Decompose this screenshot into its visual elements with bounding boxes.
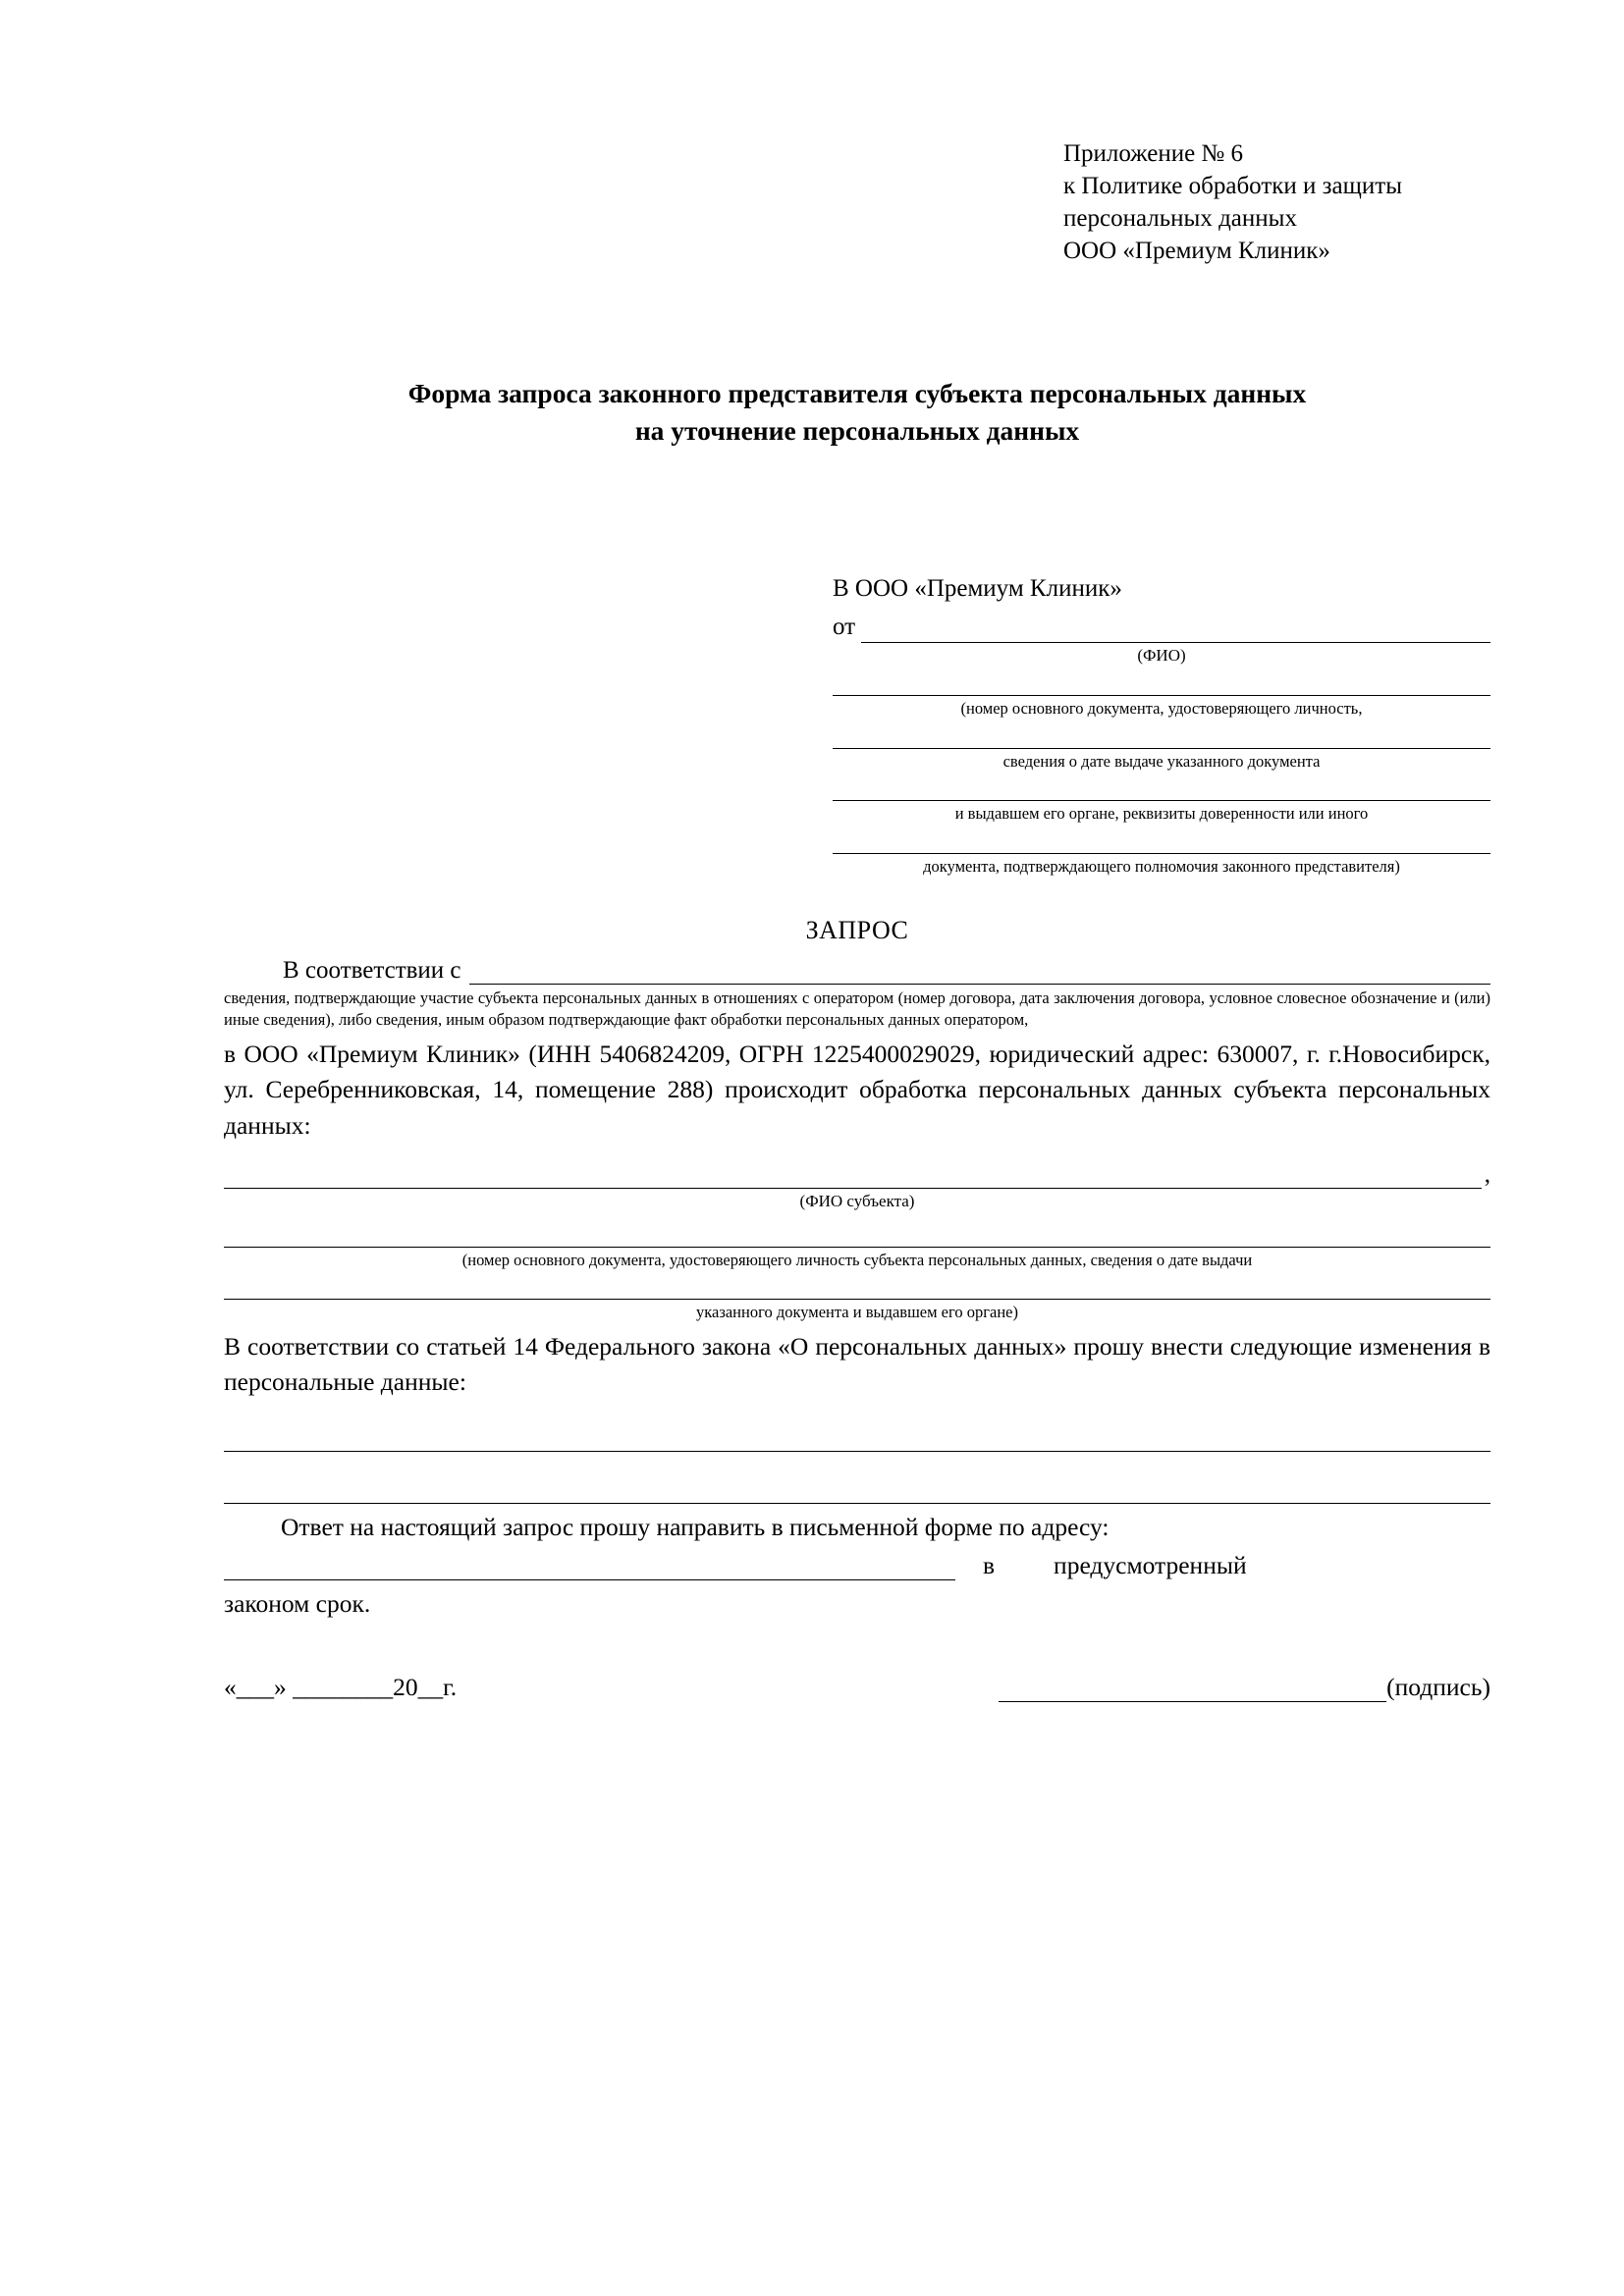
caption-doc-issuer: и выдавшем его органе, реквизиты доверенности или иного [954,804,1369,824]
caption-doc-number: (номер основного документа, удостоверяющего личность, [960,699,1363,719]
caption-subject-fio: (ФИО субъекта) [799,1191,915,1210]
caption-subject-doc: (номер основного документа, удостоверяющего личность субъекта персональных данных, сведения о дате выдачи [461,1250,1253,1269]
page-title [224,375,1490,450]
appendix-policy-line1: к Политике обработки и защиты [1063,173,1403,199]
in-accordance-row [224,957,1490,985]
subject-fio-comma: , [1484,1160,1490,1188]
in-accordance-label: В соответствии с [283,957,461,985]
page-title-line2: на уточнение персональных данных [634,414,1080,446]
page-title-line1: Форма запроса законного представителя субъекта персональных данных [407,378,1307,408]
doc-number-field[interactable] [833,674,1490,696]
caption-subject-doc2: указанного документа и выдавшем его органе) [696,1303,1018,1322]
law-paragraph: В соответствии со статьей 14 Федерального закона «О персональных данных» прошу внести следующие изменения в персональные данные: [224,1331,1490,1396]
caption-fio: (ФИО) [1137,646,1186,666]
subject-doc-field[interactable] [224,1226,1490,1248]
changes-field-line1[interactable] [224,1421,1490,1452]
signature-label: (подпись) [1386,1673,1490,1702]
request-heading: ЗАПРОС [805,916,909,945]
signature-row [224,1673,1490,1702]
in-accordance-field[interactable] [469,964,1490,985]
doc-issuer-field[interactable] [833,779,1490,801]
document-content [224,137,1490,1702]
request-note: сведения, подтверждающие участие субъекта персональных данных в отношениях с оператором (номер договора, дата заключения договора, условное словесное обозначение и (или) иные сведения), либо сведения, иным образом подтверждающие факт обработки персональных данных оператором, [224,988,1490,1030]
appendix-policy-line2: персональных данных [1063,205,1297,232]
answer-end: законом срок. [224,1589,371,1619]
from-name-field[interactable] [861,622,1490,643]
subject-doc-issuer-field[interactable] [224,1278,1490,1300]
appendix-header [1063,137,1490,267]
addressee-block [833,572,1490,877]
from-label: от [833,613,856,640]
appendix-number: Приложение № 6 [1063,140,1244,167]
appendix-organization: ООО «Премиум Клиник» [1063,238,1330,264]
answer-mid: в [983,1551,996,1580]
subject-fio-row [224,1161,1490,1189]
signature-date-field[interactable]: «___» ________20__г. [224,1673,458,1702]
answer-tail: предусмотренный [1054,1551,1247,1580]
from-row [833,611,1490,644]
doc-date-field[interactable] [833,727,1490,749]
answer-lead: Ответ на настоящий запрос прошу направить в письменной форме по адресу: [281,1513,1110,1542]
answer-address-field[interactable] [224,1558,955,1580]
operator-paragraph: в ООО «Премиум Клиник» (ИНН 5406824209, ОГРН 1225400029029, юридический адрес: 630007, г. г.Новосибирск, ул. Серебренниковская, 14, помещение 288) происходит обработка персональных данных субъекта персональных данных: [224,1040,1490,1140]
subject-fio-field[interactable] [224,1166,1482,1189]
answer-address-row [224,1551,1490,1580]
caption-doc-authority: документа, подтверждающего полномочия законного представителя) [923,856,1400,876]
doc-authority-field[interactable] [833,832,1490,854]
changes-field-line2[interactable] [224,1473,1490,1504]
addressee-organization: В ООО «Премиум Клиник» [833,574,1122,602]
signature-field[interactable] [999,1682,1386,1702]
caption-doc-date: сведения о дате выдаче указанного документа [1002,751,1321,771]
